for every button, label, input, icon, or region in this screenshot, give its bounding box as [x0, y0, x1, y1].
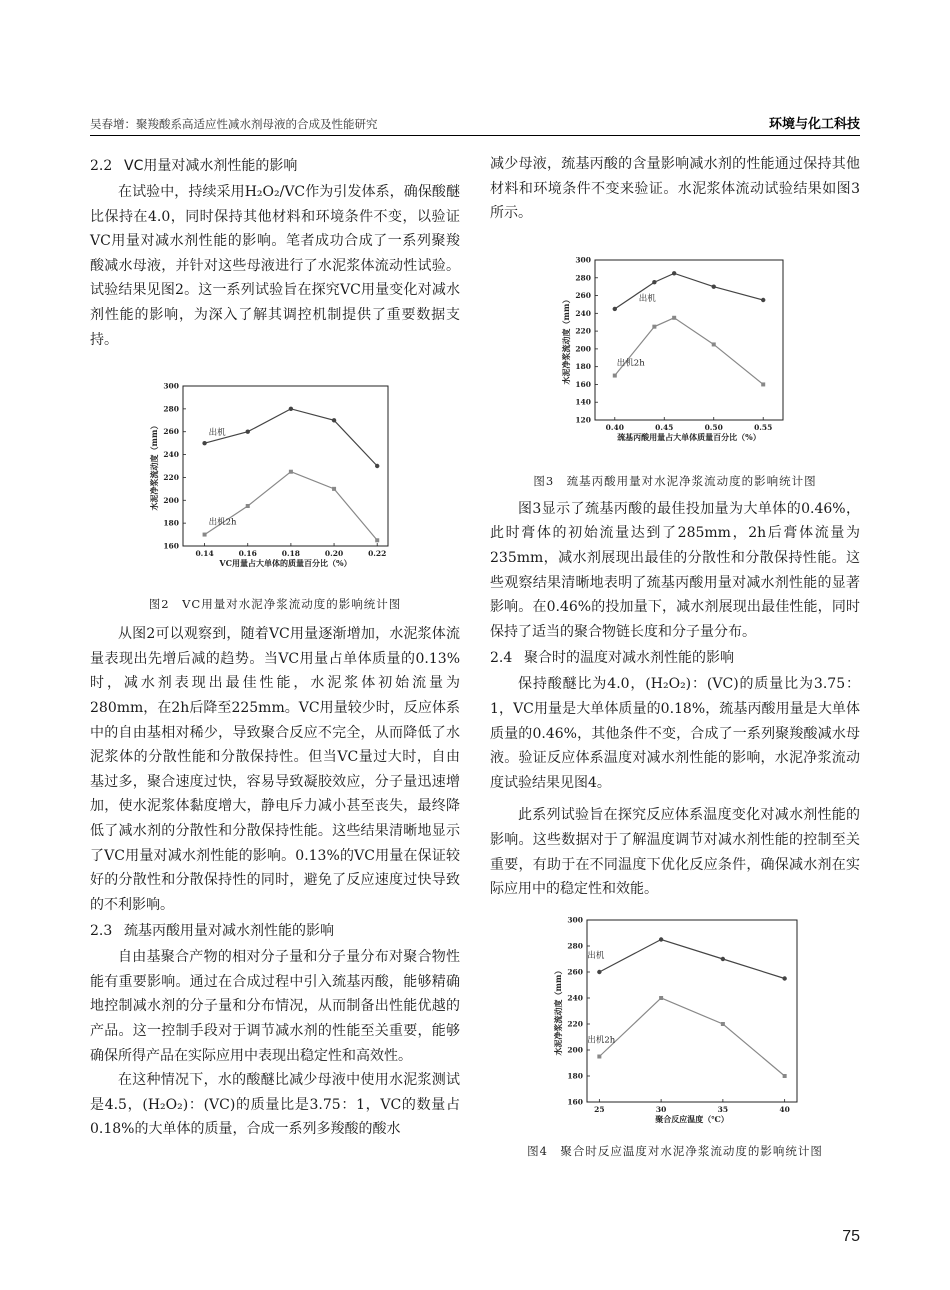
section-number: 2.3: [90, 923, 113, 940]
series-line-initial: [614, 273, 762, 309]
data-point: [289, 407, 293, 411]
data-point: [612, 373, 616, 377]
x-tick-label: 0.40: [605, 422, 624, 432]
y-tick-label: 140: [574, 397, 591, 407]
data-point: [761, 298, 765, 302]
paragraph: 在这种情况下，水的酸醚比减少母液中使用水泥浆测试是4.5，(H₂O₂)：(VC)的质量比是3.75：1，VC的数量占0.18%的大单体的质量，合成一系列多羧酸的酸水: [90, 1072, 460, 1138]
y-tick-label: 180: [566, 1071, 583, 1081]
y-tick-label: 240: [163, 450, 179, 460]
paragraph: 在试验中，持续采用H₂O₂/VC作为引发体系，确保酸醚比保持在4.0，同时保持其他材料和环境条件不变，以验证VC用量对减水剂性能的影响。笔者成功合成了一系列聚羧酸减水母液，并针对这些母液进行了水泥浆体流动性试验。试验结果见图2。这一系列试验旨在探究VC用量变化对减水剂性能的影响，为深入了解其调控机制提供了重要数据支持。: [90, 184, 460, 348]
data-point: [597, 969, 601, 973]
y-tick-label: 240: [574, 308, 591, 318]
y-tick-label: 120: [574, 415, 591, 425]
data-point: [375, 538, 379, 542]
data-point: [246, 430, 250, 434]
data-point: [612, 306, 616, 310]
y-tick-label: 300: [574, 255, 591, 265]
figure-4: [543, 912, 808, 1137]
x-tick-label: 30: [655, 1104, 666, 1114]
header-article-title: 吴春增：聚羧酸系高适应性减水剂母液的合成及性能研究: [90, 117, 378, 131]
left-column: [90, 152, 460, 1142]
data-point: [711, 342, 715, 346]
section-number: 2.2: [90, 158, 113, 174]
section-heading-2-4: [490, 646, 860, 670]
section-title: 巯基丙酸用量对减水剂性能的影响: [124, 923, 334, 940]
series-line-initial: [205, 409, 378, 466]
data-point: [671, 271, 675, 275]
paragraph: 从图2可以观察到，随着VC用量逐渐增加，水泥浆体流量表现出先增后减的趋势。当VC用量占单体质量的0.13%时，减水剂表现出最佳性能，水泥浆体初始流量为280mm，在2h后降至225mm。VC用量较少时，反应体系中的自由基相对稀少，导致聚合反应不完全，从而降低了水泥浆体的分散性能和分散保持性。但当VC量过大时，自由基过多，聚合速度过快，容易导致凝胶效应，分子量迅速增加，使水泥浆体黏度增大，静电斥力减小甚至丧失，最终降低了减水剂的分散性和分散保持性能。这些结果清晰地显示了VC用量对减水剂性能的影响。0.13%的VC用量在保证较好的分散性和分散保持性的同时，避免了反应速度过快导致的不利影响。: [90, 626, 460, 913]
series-line-2h: [599, 998, 784, 1076]
section-heading-2-2: [90, 154, 460, 178]
y-tick-label: 260: [574, 290, 591, 300]
paragraph: 自由基聚合产物的相对分子量和分子量分布对聚合物性能有重要影响。通过在合成过程中引入巯基丙酸，能够精确地控制减水剂的分子量和分布情况，从而制备出性能优越的产品。这一控制手段对于调节减水剂的性能至关重要，能够确保所得产品在实际应用中表现出稳定性和高效性。: [90, 949, 460, 1064]
data-point: [720, 1022, 724, 1026]
figure-4-caption: 图4 聚合时反应温度对水泥净浆流动度的影响统计图: [527, 1143, 823, 1158]
data-point: [375, 464, 379, 468]
data-point: [658, 937, 662, 941]
fig2-chart: [145, 378, 405, 588]
y-tick-label: 280: [163, 404, 179, 414]
section-number: 2.4: [490, 650, 513, 667]
y-tick-label: 300: [566, 915, 583, 925]
y-axis-label: 水泥净浆流动度（mm）: [560, 295, 571, 385]
series-label: 出机2h: [616, 358, 645, 369]
section-heading-2-3: [90, 919, 460, 943]
data-point: [720, 956, 724, 960]
page-number: 75: [842, 1228, 860, 1245]
figure-3: [553, 252, 798, 457]
data-point: [782, 976, 786, 980]
y-tick-label: 180: [163, 518, 179, 528]
x-tick-label: 0.55: [753, 422, 772, 432]
x-tick-label: 40: [778, 1104, 790, 1114]
x-tick-label: 35: [717, 1104, 728, 1114]
data-point: [761, 382, 765, 386]
paragraph: 此系列试验旨在探究反应体系温度变化对减水剂性能的影响。这些数据对于了解温度调节对减水剂性能的控制至关重要，有助于在不同温度下优化反应条件，确保减水剂在实际应用中的稳定性和效能。: [490, 807, 860, 898]
figure-2: [145, 378, 405, 588]
data-point: [597, 1054, 601, 1058]
x-tick-label: 0.18: [281, 549, 301, 559]
data-point: [652, 280, 656, 284]
x-axis-label: 巯基丙酸用量占大单体质量百分比（%）: [616, 431, 761, 442]
series-label: 出机2h: [208, 517, 237, 528]
plot-frame: [595, 260, 783, 420]
y-tick-label: 180: [574, 361, 591, 371]
y-axis-label: 水泥净浆流动度（mm）: [149, 421, 159, 511]
y-tick-label: 200: [574, 344, 591, 354]
x-tick-label: 0.16: [238, 549, 257, 559]
data-point: [711, 284, 715, 288]
x-tick-label: 25: [593, 1104, 605, 1114]
section-title: VC用量对减水剂性能的影响: [124, 158, 298, 174]
y-tick-label: 300: [163, 381, 179, 391]
y-tick-label: 260: [163, 427, 179, 437]
y-tick-label: 220: [566, 1019, 583, 1029]
series-line-2h: [614, 318, 762, 385]
data-point: [782, 1074, 786, 1078]
fig4-chart: [543, 912, 808, 1137]
data-point: [652, 324, 656, 328]
data-point: [246, 504, 250, 508]
x-tick-label: 0.45: [654, 422, 673, 432]
data-point: [672, 316, 676, 320]
y-tick-label: 160: [163, 541, 179, 551]
y-tick-label: 200: [566, 1045, 583, 1055]
x-tick-label: 0.14: [195, 549, 214, 559]
series-label: 出机: [638, 293, 656, 304]
y-tick-label: 160: [566, 1097, 583, 1107]
series-line-initial: [599, 939, 784, 978]
section-title: 聚合时的温度对减水剂性能的影响: [524, 650, 734, 667]
x-tick-label: 0.50: [704, 422, 723, 432]
data-point: [202, 441, 206, 445]
data-point: [203, 533, 207, 537]
series-label: 出机2h: [586, 1035, 615, 1046]
y-tick-label: 240: [566, 993, 583, 1003]
series-line-2h: [205, 472, 378, 541]
y-tick-label: 280: [574, 273, 591, 283]
y-tick-label: 200: [163, 495, 179, 505]
x-tick-label: 0.20: [324, 549, 344, 559]
data-point: [332, 487, 336, 491]
paragraph: 减少母液，巯基丙酸的含量影响减水剂的性能通过保持其他材料和环境条件不变来验证。水泥浆体流动试验结果如图3所示。: [490, 156, 860, 222]
x-tick-label: 0.22: [368, 549, 387, 559]
right-column: [490, 152, 860, 1159]
y-tick-label: 160: [574, 379, 591, 389]
y-tick-label: 220: [574, 326, 591, 336]
paragraph: 保持酸醚比为4.0，(H₂O₂)：(VC)的质量比为3.75：1，VC用量是大单体质量的0.18%，巯基丙酸用量是大单体质量的0.46%，其他条件不变，合成了一系列聚羧酸减水母液。验证反应体系温度对减水剂性能的影响，水泥净浆流动度试验结果见图4。: [490, 676, 860, 791]
data-point: [659, 996, 663, 1000]
figure-2-caption: 图2 VC用量对水泥净浆流动度的影响统计图: [148, 597, 402, 612]
series-label: 出机: [208, 428, 226, 439]
data-point: [332, 418, 336, 422]
y-tick-label: 260: [566, 967, 583, 977]
x-axis-label: 聚合反应温度（℃）: [654, 1113, 729, 1124]
series-label: 出机: [586, 950, 604, 961]
x-axis-label: VC用量占大单体的质量百分比（%）: [219, 558, 352, 569]
header-journal-name: 环境与化工科技: [768, 117, 860, 132]
y-axis-label: 水泥净浆流动度（mm）: [552, 966, 563, 1056]
fig3-chart: [553, 252, 798, 457]
running-header: [90, 112, 860, 136]
y-tick-label: 220: [163, 473, 179, 483]
paragraph: 图3显示了巯基丙酸的最佳投加量为大单体的0.46%，此时膏体的初始流量达到了285mm，2h后膏体流量为235mm，减水剂展现出最佳的分散性和分散保持性能。这些观察结果清晰地表明了巯基丙酸用量对减水剂性能的显著影响。在0.46%的投加量下，减水剂展现出最佳性能，同时保持了适当的聚合物链长度和分子量分布。: [490, 500, 860, 640]
data-point: [289, 470, 293, 474]
figure-3-caption: 图3 巯基丙酸用量对水泥净浆流动度的影响统计图: [533, 473, 817, 488]
y-tick-label: 280: [566, 941, 583, 951]
